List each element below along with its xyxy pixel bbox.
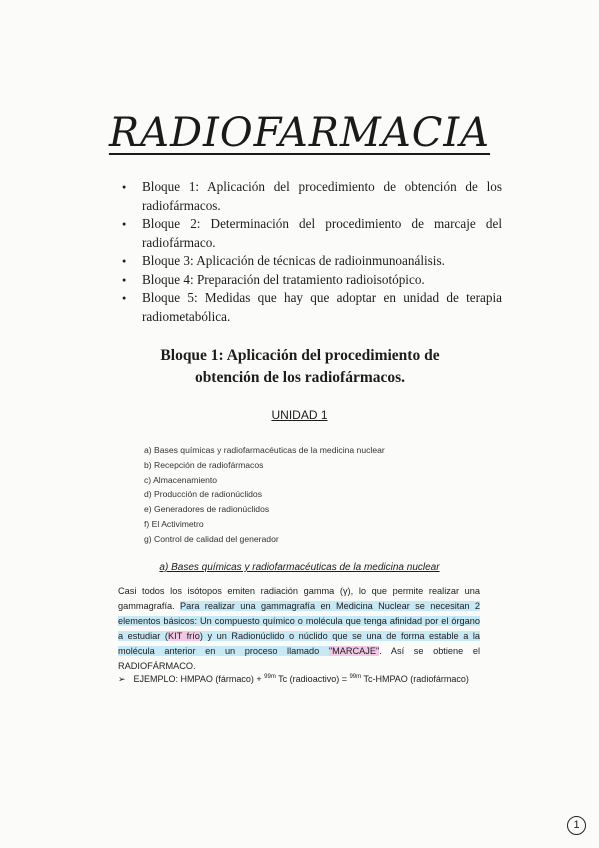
bloque-list-item: ● Bloque 3: Aplicación de técnicas de radioinmunoanálisis. <box>120 252 502 271</box>
bloque-list-item: ● Bloque 1: Aplicación del procedimiento de obtención de los radiofármacos. <box>120 178 502 215</box>
isotope-superscript: 99m <box>349 674 362 680</box>
bloque-list-item: ● Bloque 5: Medidas que hay que adoptar en unidad de terapia radiometabólica. <box>120 289 502 326</box>
topic-item: g) Control de calidad del generador <box>144 533 279 544</box>
kit-frio-highlight: KIT frío <box>167 631 200 641</box>
example-text: EJEMPLO: HMPAO (fármaco) + <box>133 674 265 684</box>
arrow-icon: ➢ <box>118 674 126 684</box>
highlighted-text: ) y un Radionúclido o núclido que se una de forma estable a la molécula anterior en un proceso llamado <box>118 631 480 656</box>
unit-title: UNIDAD 1 <box>271 408 328 422</box>
topic-item: a) Bases químicas y radiofarmacéuticas de la medicina nuclear <box>144 445 385 455</box>
section-heading-line: obtención de los radiofármacos. <box>194 369 406 386</box>
topic-list <box>144 443 385 547</box>
topic-item: d) Producción de radionúclidos <box>144 489 262 500</box>
paragraph-text: Casi todos los isótopos emiten radiación gamma (γ), lo que permite realizar una gammagrafía. <box>118 586 480 611</box>
bloque-list <box>120 178 502 326</box>
section-heading <box>120 345 480 389</box>
example-text: Tc-HMPAO (radiofármaco) <box>361 674 469 684</box>
paragraph-text: . Así se obtiene el RADIOFÁRMACO. <box>118 646 480 671</box>
body-paragraph <box>118 584 480 674</box>
page-title: RADIOFARMACIA <box>108 110 491 156</box>
topic-item: c) Almacenamiento <box>144 474 218 485</box>
subsection-heading: a) Bases químicas y radiofarmacéuticas de la medicina nuclear <box>159 562 440 573</box>
isotope-superscript: 99m <box>264 674 276 680</box>
topic-item: e) Generadores de radionúclidos <box>144 504 270 515</box>
example-text: Tc (radioactivo) = <box>275 674 350 684</box>
page-number: 1 <box>567 816 586 835</box>
highlighted-text: Para realizar una gammagrafía en Medicina Nuclear se necesitan 2 elementos básicos: Un compuesto químico o molécula que tenga afinidad por el órgano a estudiar ( <box>118 601 480 641</box>
bloque-list-item: ● Bloque 4: Preparación del tratamiento radioisotópico. <box>120 271 502 290</box>
section-heading-line: Bloque 1: Aplicación del procedimiento de <box>160 347 440 364</box>
topic-item: b) Recepción de radiofármacos <box>144 459 264 470</box>
marcaje-highlight: "MARCAJE" <box>328 646 380 656</box>
example-line <box>118 674 469 685</box>
topic-item: f) El Activimetro <box>144 518 204 529</box>
bloque-list-item: ● Bloque 2: Determinación del procedimiento de marcaje del radiofármaco. <box>120 215 502 252</box>
